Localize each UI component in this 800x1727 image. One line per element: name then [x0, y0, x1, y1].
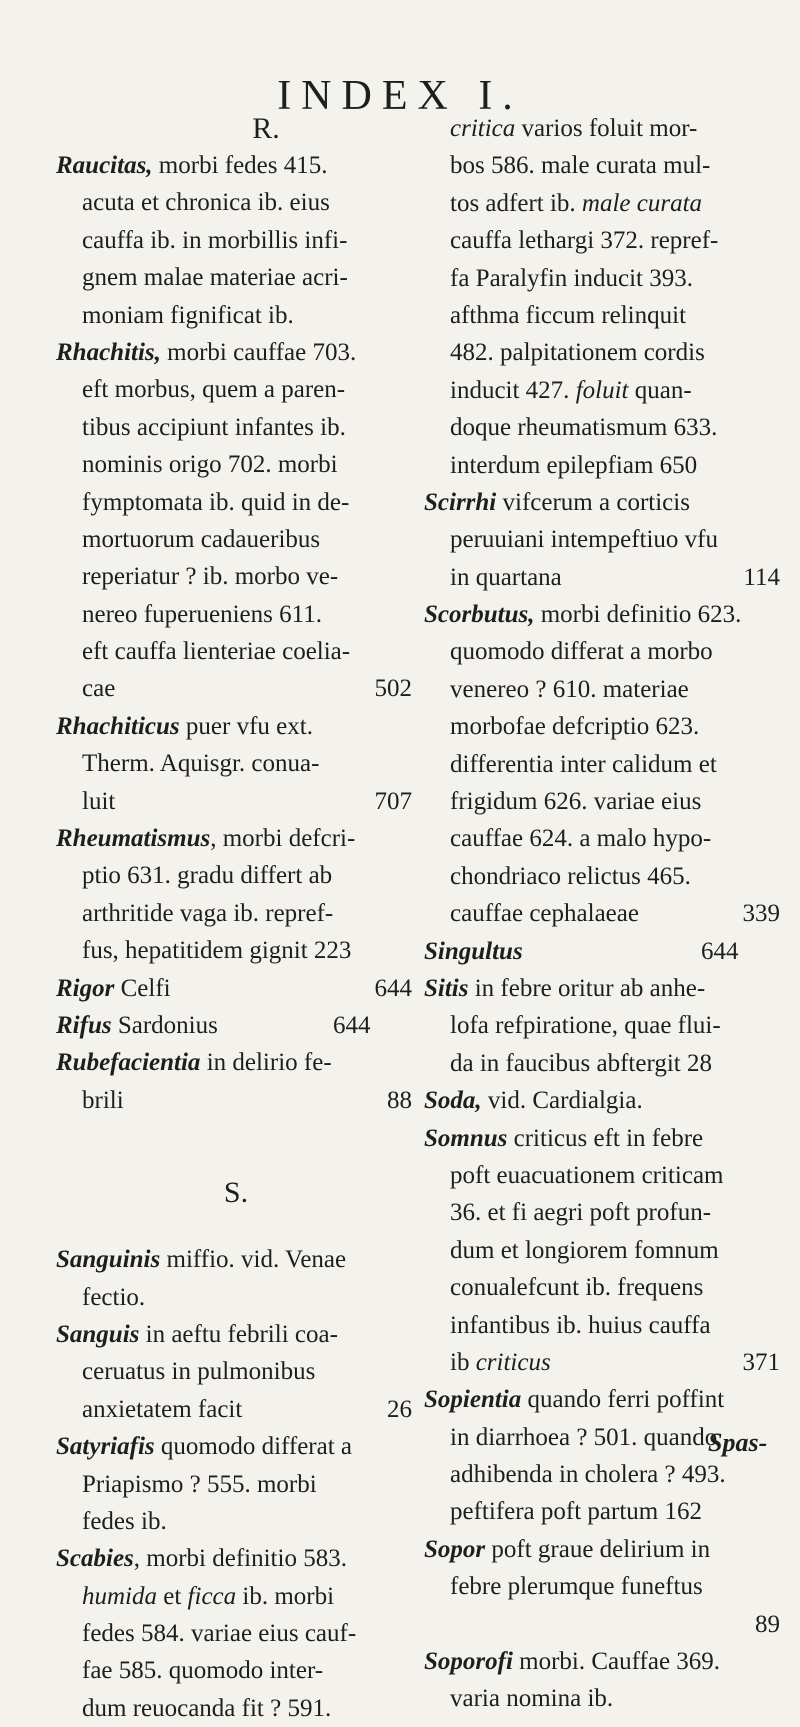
entry-text: varia nomina ib. [450, 1685, 614, 1713]
index-line [56, 1279, 416, 1316]
index-line [424, 671, 784, 708]
entry-headword: Soda, [424, 1087, 482, 1115]
entry-text: gnem malae materiae acri- [82, 264, 348, 292]
index-line [424, 1045, 784, 1082]
index-line [56, 1007, 416, 1044]
entry-text: nominis origo 702. morbi [82, 451, 338, 479]
index-line [424, 596, 784, 633]
entry-headword: Sanguinis [56, 1246, 161, 1274]
entry-headword: Satyriafis [56, 1433, 155, 1461]
index-line [424, 372, 784, 409]
index-line [56, 970, 416, 1007]
index-line [56, 558, 416, 595]
index-line [56, 334, 416, 371]
entry-text: 482. palpitationem cordis [450, 339, 705, 367]
entry-headword: Rhachitis, [56, 338, 161, 366]
entry-headword: Sopientia [424, 1386, 522, 1414]
entry-text: vifcerum a corticis [496, 488, 690, 516]
entry-text: , morbi defcri- [210, 825, 356, 853]
entry-text: eft cauffa lienteriae coelia- [82, 638, 351, 666]
catchword: Spas- [708, 1428, 768, 1457]
index-line [56, 1652, 416, 1689]
index-line [56, 184, 416, 221]
entry-text: cauffa lethargi 372. repref- [450, 227, 719, 255]
index-line [56, 1391, 416, 1428]
entry-text: arthritide vaga ib. repref- [82, 899, 334, 927]
index-line [56, 371, 416, 408]
index-line [424, 970, 784, 1007]
index-line [56, 409, 416, 446]
entry-text: reperiatur ? ib. morbo ve- [82, 563, 339, 591]
entry-headword: Rifus [56, 1011, 112, 1039]
index-line [56, 259, 416, 296]
index-line [424, 820, 784, 857]
entry-text: in febre oritur ab anhe- [468, 974, 706, 1002]
index-line [56, 1540, 416, 1577]
entry-text: peruuiani intempeftiuo vfu [450, 526, 718, 554]
entry-text: , morbi definitio 583. [133, 1545, 347, 1573]
index-line [424, 409, 784, 446]
entry-text: inducit 427. [450, 376, 576, 404]
index-line [56, 521, 416, 558]
entry-headword: Scirrhi [424, 488, 497, 516]
entry-headword: Rigor [56, 974, 115, 1002]
index-line [56, 708, 416, 745]
entry-text: Therm. Aquisgr. conua- [82, 750, 320, 778]
index-line [56, 1578, 416, 1615]
italic-term: critica [450, 115, 516, 142]
index-line [424, 297, 784, 334]
index-line [424, 1606, 784, 1643]
italic-term: humida [82, 1582, 157, 1610]
entry-text: fedes 584. variae eius cauf- [82, 1620, 357, 1648]
page-number: 707 [374, 787, 412, 815]
index-line [424, 147, 784, 184]
entry-text: Sardonius [111, 1011, 218, 1039]
index-line [424, 484, 784, 521]
entry-text: afthma ficcum relinquit [450, 301, 687, 329]
entry-text: Priapismo ? 555. morbi [82, 1470, 317, 1498]
index-line [56, 783, 416, 820]
index-line [424, 1120, 784, 1157]
entry-text: bos 586. male curata mul- [450, 152, 711, 180]
entry-text: morbofae defcriptio 623. [450, 713, 700, 741]
entry-headword: Scabies [56, 1545, 134, 1573]
entry-text: et [157, 1582, 188, 1610]
index-line [424, 1232, 784, 1269]
italic-term: criticus [475, 1348, 551, 1376]
index-line [56, 745, 416, 782]
entry-text: ib. morbi [236, 1582, 335, 1610]
entry-text: quomodo differat a [154, 1433, 353, 1461]
page-number: 89 [755, 1610, 780, 1638]
index-line [424, 1643, 784, 1680]
entry-headword: Rubefacientia [56, 1049, 201, 1077]
page-number: 114 [743, 563, 780, 591]
entry-text: infantibus ib. huius cauffa [450, 1311, 711, 1339]
entry-text: da in faucibus abftergit 28 [450, 1049, 712, 1077]
entry-text: acuta et chronica ib. eius [82, 189, 330, 217]
entry-text: adhibenda in cholera ? 493. [450, 1461, 726, 1489]
index-line [56, 1466, 416, 1503]
entry-text: varios foluit mor- [515, 115, 698, 142]
section-letter-r: R. [252, 112, 280, 145]
index-line [424, 1456, 784, 1493]
entry-text: cauffae 624. a malo hypo- [450, 825, 712, 853]
italic-term: ficca [187, 1582, 237, 1610]
page-title: INDEX I. [277, 73, 523, 119]
index-line [424, 1157, 784, 1194]
index-line [56, 1615, 416, 1652]
entry-text: puer vfu ext. [179, 712, 313, 740]
index-line [424, 1269, 784, 1306]
index-line [424, 1194, 784, 1231]
entry-text: morbi fedes 415. [152, 152, 328, 179]
index-line [56, 633, 416, 670]
entry-text: quomodo differat a morbo [450, 638, 713, 666]
entry-text: venereo ? 610. materiae [450, 675, 689, 703]
section-letter-s: S. [223, 1176, 249, 1210]
entry-text: 36. et fi aegri poft profun- [450, 1199, 712, 1227]
index-line [424, 1307, 784, 1344]
index-line [424, 222, 784, 259]
index-line [424, 633, 784, 670]
left-column [56, 110, 416, 1727]
index-line [56, 446, 416, 483]
entry-headword: Raucitas, [56, 152, 153, 179]
index-line [424, 110, 784, 147]
entry-text: Celfi [114, 974, 171, 1002]
index-line [424, 858, 784, 895]
entry-text: fa Paralyfin inducit 393. [450, 264, 693, 292]
entry-text: differentia inter calidum et [450, 750, 717, 778]
index-line [56, 1241, 416, 1278]
entry-text: quando ferri poffint [521, 1386, 725, 1414]
index-line [424, 559, 784, 596]
entry-text: dum reuocanda fit ? 591. [82, 1694, 332, 1722]
index-line [56, 1428, 416, 1465]
index-line [56, 1353, 416, 1390]
entry-text: morbi definitio 623. [534, 601, 742, 629]
entry-headword: Rheumatismus [56, 825, 211, 853]
entry-text: miffio. vid. Venae [160, 1246, 347, 1274]
entry-headword: Sanguis [56, 1320, 140, 1348]
index-line [424, 1344, 784, 1381]
index-line [424, 334, 784, 371]
entry-text: cae [82, 675, 116, 703]
page-number: 644 [333, 1011, 371, 1039]
index-line [56, 484, 416, 521]
entry-text: fus, hepatitidem gignit 223 [82, 937, 352, 965]
index-line [56, 1082, 416, 1119]
page-number: 644 [374, 974, 412, 1002]
index-line [424, 746, 784, 783]
entry-text: poft graue delirium in [485, 1535, 711, 1563]
entry-text: anxietatem facit [82, 1395, 243, 1423]
index-line [424, 521, 784, 558]
entry-text: quan- [628, 376, 692, 404]
index-line [424, 185, 784, 222]
index-line [424, 1531, 784, 1568]
entry-text: ptio 631. gradu differt ab [82, 862, 333, 890]
entry-text: frigidum 626. variae eius [450, 788, 702, 816]
index-line [56, 596, 416, 633]
index-line [424, 1568, 784, 1605]
index-line [424, 1680, 784, 1717]
entry-text: fae 585. quomodo inter- [82, 1657, 324, 1685]
entry-text: cauffa ib. in morbillis infi- [82, 226, 348, 254]
entry-text: in diarrhoea ? 501. quando [450, 1423, 718, 1451]
entry-text: febre plerumque funeftus [450, 1573, 703, 1601]
entry-text: moniam fignificat ib. [82, 301, 294, 329]
entry-text: chondriaco relictus 465. [450, 862, 691, 890]
entry-text: in aeftu febrili coa- [139, 1320, 338, 1348]
entry-text: vid. Cardialgia. [481, 1087, 643, 1115]
entry-text: luit [82, 787, 116, 815]
page-number: 644 [701, 937, 739, 965]
index-line [56, 1044, 416, 1081]
index-line [424, 447, 784, 484]
italic-term: male curata [581, 189, 703, 217]
entry-text: peftifera poft partum 162 [450, 1498, 702, 1526]
index-line [424, 1493, 784, 1530]
italic-term: foluit [575, 376, 629, 404]
entry-text: eft morbus, quem a paren- [82, 376, 346, 404]
index-line [56, 297, 416, 334]
entry-text: in quartana [450, 563, 562, 591]
entry-text: mortuorum cadaueribus [82, 525, 321, 553]
index-line [424, 783, 784, 820]
entry-text: brili [82, 1086, 124, 1114]
entry-text: fedes ib. [82, 1507, 167, 1535]
index-line [56, 670, 416, 707]
entry-text: fectio. [82, 1283, 146, 1311]
entry-text: morbi cauffae 703. [160, 338, 357, 366]
index-line [424, 708, 784, 745]
section-r-entries [56, 147, 416, 1119]
entry-text: dum et longiorem fomnum [450, 1236, 719, 1264]
entry-headword: Somnus [424, 1124, 508, 1152]
page-number: 339 [742, 900, 780, 928]
index-line [56, 857, 416, 894]
index-line [424, 895, 784, 932]
entry-text: morbi. Cauffae 369. [512, 1648, 721, 1676]
entry-text: interdum epilepfiam 650 [450, 451, 698, 479]
index-line [56, 820, 416, 857]
entry-headword: Sopor [424, 1535, 486, 1563]
index-line [56, 1503, 416, 1540]
index-line [424, 260, 784, 297]
index-line [424, 1082, 784, 1119]
entry-text: in delirio fe- [200, 1049, 332, 1077]
index-line [56, 147, 416, 184]
index-line [424, 933, 784, 970]
page-number: 88 [387, 1086, 412, 1114]
section-s-entries [56, 1241, 416, 1727]
entry-text: ib [450, 1348, 476, 1376]
page-number: 371 [742, 1348, 780, 1376]
entry-text: conualefcunt ib. frequens [450, 1274, 704, 1302]
index-line [56, 222, 416, 259]
entry-text: cauffae cephalaeae [450, 900, 639, 928]
index-line [56, 1316, 416, 1353]
entry-text: nereo fuperueniens 611. [82, 600, 322, 628]
entry-headword: Scorbutus, [424, 601, 535, 629]
entry-text: criticus eft in febre [507, 1124, 704, 1152]
entry-text: lofa refpiratione, quae flui- [450, 1012, 721, 1040]
index-line [424, 1007, 784, 1044]
page-number: 502 [374, 675, 412, 703]
entry-text: fymptomata ib. quid in de- [82, 488, 350, 516]
entry-text: tibus accipiunt infantes ib. [82, 413, 346, 441]
entry-text: doque rheumatismum 633. [450, 414, 718, 442]
entry-headword: Soporofi [424, 1648, 513, 1676]
index-line [56, 932, 416, 969]
entry-text: ceruatus in pulmonibus [82, 1358, 316, 1386]
index-line [56, 1690, 416, 1727]
page-number: 26 [387, 1395, 412, 1423]
entry-headword: Sitis [424, 974, 469, 1002]
index-line [424, 1381, 784, 1418]
entry-headword: Singultus [424, 937, 523, 965]
entry-text: poft euacuationem criticam [450, 1161, 724, 1189]
entry-headword: Rhachiticus [56, 712, 180, 740]
entry-text: tos adfert ib. [450, 189, 582, 217]
index-line [56, 895, 416, 932]
